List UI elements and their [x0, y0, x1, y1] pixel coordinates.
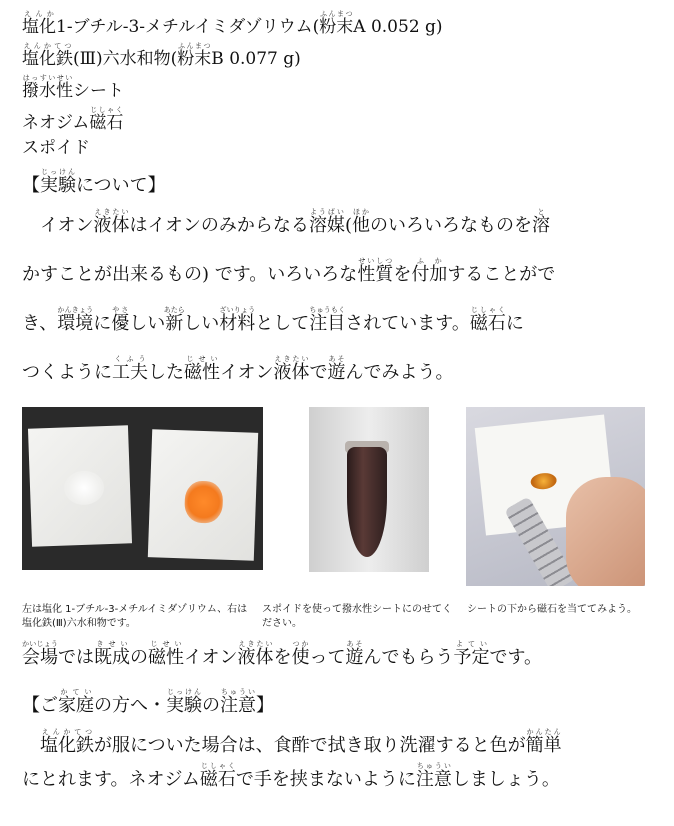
white-powder — [63, 470, 104, 505]
text-run: されています。 — [345, 313, 470, 334]
ruby-word: 塩化鉄えんかてつ — [40, 728, 94, 756]
text-run: 【ご — [22, 695, 58, 716]
ruby-word: 使つか — [291, 640, 310, 668]
text-run: って — [309, 647, 346, 668]
text-run: んでもらう — [363, 647, 454, 668]
section1-body-line-2 — [22, 257, 555, 286]
ruby-word: 実験じっけん — [166, 688, 202, 716]
text-run: した — [148, 362, 184, 383]
ruby-word: 溶と — [531, 208, 550, 236]
text-run: のいろいろなものを — [369, 215, 532, 236]
ruby-word: 新あたら — [163, 306, 185, 334]
text-run: しい — [129, 313, 166, 334]
ruby-word: 付加ふか — [411, 257, 448, 285]
powder-photo — [22, 407, 263, 570]
text-run — [22, 735, 40, 756]
ruby-word: 注意ちゅうい — [220, 688, 256, 716]
material-line-1 — [22, 10, 443, 37]
ruby-word: 液体えきたい — [237, 640, 274, 668]
ruby-word: 家庭かてい — [58, 688, 94, 716]
caption-photo2: スポイドを使って撥水性シートにのせてください。 — [262, 604, 452, 629]
ruby-word: 会場かいじょう — [22, 640, 58, 668]
ruby-word: 塩化えんか — [22, 10, 56, 37]
text-run: が服についた場合は、食酢で拭き取り洗濯すると色が — [94, 735, 526, 756]
text-run: にとれます。ネオジム — [22, 769, 200, 790]
ruby-word: 工夫くふう — [112, 355, 148, 383]
ruby-word: 磁石じしゃく — [89, 106, 124, 133]
caption-photo3: シートの下から磁石を当ててみよう。 — [467, 604, 637, 615]
section1-body-line-4 — [22, 355, 453, 384]
text-run: シート — [73, 81, 124, 101]
text-run: かすことが出来るもの) です。いろいろな — [22, 264, 358, 285]
text-run: イオン — [184, 647, 238, 668]
section2-body-line-2 — [22, 762, 560, 791]
text-run: で — [309, 362, 328, 383]
ruby-word: 材料ざいりょう — [219, 306, 256, 334]
text-run: について】 — [76, 175, 166, 196]
ruby-word: 簡単かんたん — [525, 728, 562, 756]
material-line-4 — [22, 106, 123, 133]
text-run: ネオジム — [22, 113, 90, 133]
ruby-word: 液体えきたい — [273, 355, 310, 383]
text-run: です。 — [489, 647, 543, 668]
section1-body-line-1 — [22, 208, 550, 237]
text-run: として — [255, 313, 310, 334]
ruby-word: 環境かんきょう — [57, 306, 94, 334]
text-run: しい — [183, 313, 220, 334]
text-run: A 0.052 g) — [353, 17, 443, 37]
venue-line — [22, 640, 542, 669]
text-run: 】 — [256, 695, 274, 716]
text-run: に — [505, 313, 524, 334]
text-run: 【 — [22, 175, 40, 196]
material-line-5 — [22, 138, 90, 158]
ruby-word: 注意ちゅうい — [415, 762, 452, 790]
ruby-word: 塩化鉄えんかてつ — [22, 42, 73, 69]
caption-photo1: 左は塩化 1-ブチル-3-メチルイミダゾリウム、右は塩化鉄(Ⅲ)六水和物です。 — [22, 604, 248, 629]
section1-title — [22, 168, 166, 197]
ruby-word: 撥水性はっすいせい — [22, 74, 73, 101]
text-run: はイオンのみからなる — [129, 215, 309, 236]
tube-photo — [309, 407, 429, 572]
ruby-word: 粉末ふんまつ — [177, 42, 212, 69]
text-run: で手を挟まないように — [235, 769, 416, 790]
magnet-photo — [466, 407, 645, 586]
text-run: に — [93, 313, 112, 334]
text-run: イオン — [22, 215, 94, 236]
text-run: しましょう。 — [451, 769, 560, 790]
text-run: を — [273, 647, 292, 668]
ruby-word: 液体えきたい — [93, 208, 130, 236]
paper-right — [148, 429, 258, 561]
ruby-word: 優やさ — [111, 306, 130, 334]
text-run: の方へ・ — [94, 695, 166, 716]
ruby-word: 予定よてい — [453, 640, 490, 668]
ruby-word: 他ほか — [351, 208, 370, 236]
text-run: では — [58, 647, 94, 668]
text-run: の — [130, 647, 148, 668]
ruby-word: 既成きせい — [94, 640, 130, 668]
text-run: ( — [344, 215, 352, 236]
ruby-word: 磁性じせい — [184, 355, 220, 383]
paper-left — [28, 425, 132, 546]
ruby-word: 磁石じしゃく — [199, 762, 236, 790]
material-line-3 — [22, 74, 124, 101]
ruby-word: 溶媒ようばい — [308, 208, 345, 236]
ruby-word: 性質せいしつ — [357, 257, 394, 285]
text-run: イオン — [220, 362, 274, 383]
text-run: B 0.077 g) — [211, 49, 301, 69]
orange-powder — [184, 480, 223, 523]
text-run: き、 — [22, 313, 58, 334]
ruby-word: 粉末ふんまつ — [319, 10, 354, 37]
text-run: (Ⅲ)六水和物( — [73, 49, 178, 69]
material-line-2 — [22, 42, 301, 69]
text-run: を — [393, 264, 412, 285]
section1-body-line-3 — [22, 306, 524, 335]
ruby-word: 磁石じしゃく — [469, 306, 506, 334]
section2-body-line-1 — [22, 728, 562, 757]
ruby-word: 磁性じせい — [148, 640, 184, 668]
text-run: することがで — [447, 264, 556, 285]
ruby-word: 実験じっけん — [40, 168, 76, 196]
text-run: スポイド — [22, 138, 90, 158]
text-run: の — [202, 695, 220, 716]
section2-title — [22, 688, 274, 717]
finger — [566, 477, 645, 586]
text-run: んでみよう。 — [345, 362, 454, 383]
text-run: 1-ブチル-3-メチルイミダゾリウム( — [56, 17, 320, 37]
text-run: つくように — [22, 362, 112, 383]
ruby-word: 遊あそ — [345, 640, 364, 668]
liquid-drop — [530, 472, 558, 491]
tube — [347, 447, 387, 557]
ruby-word: 遊あそ — [327, 355, 346, 383]
ruby-word: 注目ちゅうもく — [309, 306, 346, 334]
